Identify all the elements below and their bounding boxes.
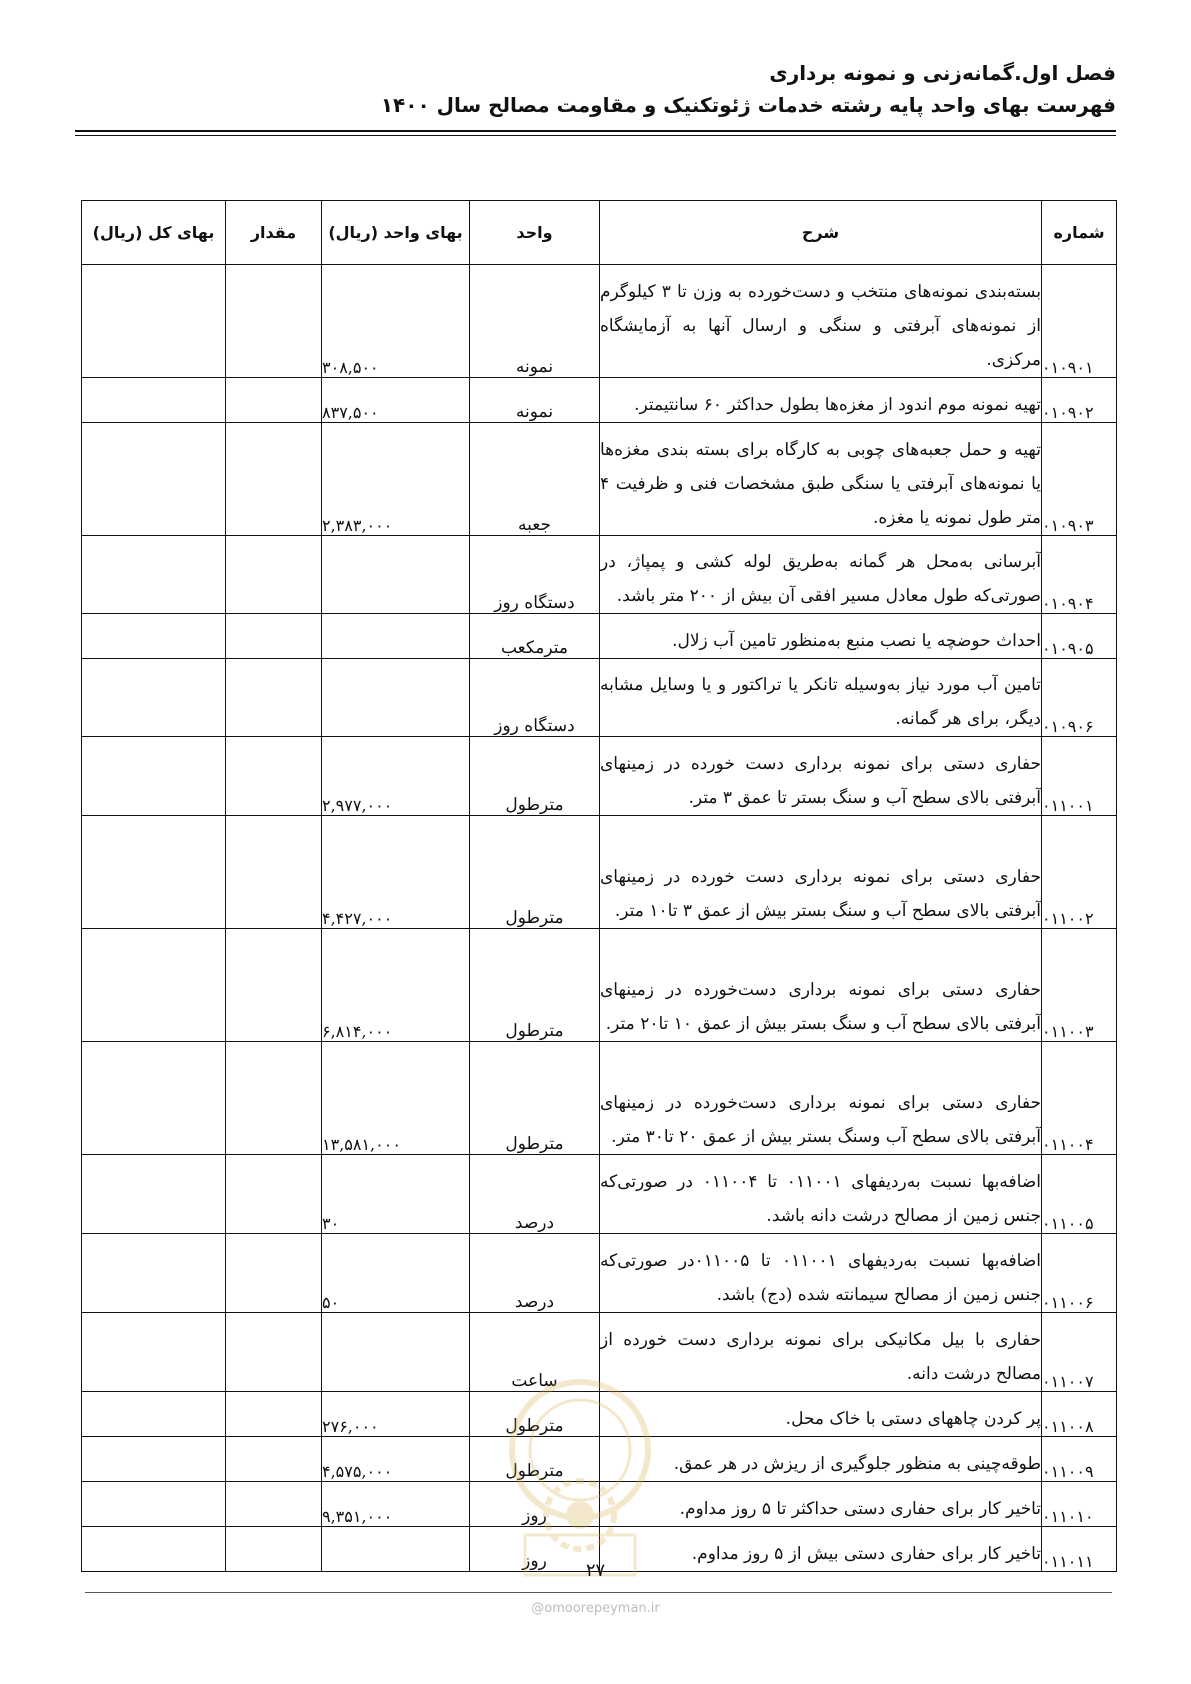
row-total <box>82 659 226 737</box>
row-code: ۰۱۱۰۰۳ <box>1042 929 1117 1042</box>
row-unit: دستگاه روز <box>470 659 600 737</box>
row-unit-price: ۴,۴۲۷,۰۰۰ <box>322 816 470 929</box>
row-quantity <box>226 1313 322 1392</box>
table-row <box>82 536 1117 614</box>
row-code: ۰۱۱۰۰۵ <box>1042 1155 1117 1234</box>
row-unit-price: ۸۳۷,۵۰۰ <box>322 378 470 423</box>
row-total <box>82 1392 226 1437</box>
row-quantity <box>226 659 322 737</box>
row-unit: مترطول <box>470 929 600 1042</box>
row-description: پر کردن چاههای دستی با خاک محل. <box>600 1392 1042 1437</box>
row-code: ۰۱۱۰۰۸ <box>1042 1392 1117 1437</box>
table-row <box>82 737 1117 816</box>
row-quantity <box>226 536 322 614</box>
row-total <box>82 737 226 816</box>
row-total <box>82 1042 226 1155</box>
row-unit-price: ۳۰۸,۵۰۰ <box>322 265 470 378</box>
row-total <box>82 929 226 1042</box>
row-code: ۰۱۱۰۰۱ <box>1042 737 1117 816</box>
header-rule-top <box>75 130 1116 132</box>
row-unit: مترطول <box>470 816 600 929</box>
row-quantity <box>226 614 322 659</box>
col-header-quantity: مقدار <box>226 201 322 265</box>
row-description: حفاری دستی برای نمونه برداری دست‌خورده در زمینهای آبرفتی بالای سطح آب وسنگ بستر بیش از عمق ۲۰ تا۳۰ متر. <box>600 1042 1042 1155</box>
row-unit: روز <box>470 1482 600 1527</box>
row-quantity <box>226 737 322 816</box>
row-total <box>82 265 226 378</box>
row-unit-price <box>322 1313 470 1392</box>
row-description: طوقه‌چینی به منظور جلوگیری از ریزش در هر عمق. <box>600 1437 1042 1482</box>
row-description: حفاری دستی برای نمونه برداری دست‌خورده در زمینهای آبرفتی بالای سطح آب و سنگ بستر بیش از عمق ۱۰ تا۲۰ متر. <box>600 929 1042 1042</box>
row-quantity <box>226 1392 322 1437</box>
row-code: ۰۱۱۰۰۶ <box>1042 1234 1117 1313</box>
footer-rule <box>85 1592 1112 1593</box>
row-total <box>82 378 226 423</box>
row-unit: نمونه <box>470 265 600 378</box>
row-unit: نمونه <box>470 378 600 423</box>
row-unit: جعبه <box>470 423 600 536</box>
col-header-code: شماره <box>1042 201 1117 265</box>
row-unit: دستگاه روز <box>470 536 600 614</box>
row-unit: ساعت <box>470 1313 600 1392</box>
row-unit-price: ۴,۵۷۵,۰۰۰ <box>322 1437 470 1482</box>
row-unit-price: ۳۰ <box>322 1155 470 1234</box>
row-total <box>82 614 226 659</box>
row-description: تامین آب مورد نیاز به‌وسیله تانکر یا تراکتور و یا وسایل مشابه دیگر، برای هر گمانه. <box>600 659 1042 737</box>
row-description: تاخیر کار برای حفاری دستی بیش از ۵ روز مداوم. <box>600 1527 1042 1572</box>
row-code: ۰۱۱۰۰۴ <box>1042 1042 1117 1155</box>
header-rule-bottom <box>75 135 1116 136</box>
row-code: ۰۱۰۹۰۶ <box>1042 659 1117 737</box>
row-unit-price: ۹,۳۵۱,۰۰۰ <box>322 1482 470 1527</box>
row-total <box>82 1155 226 1234</box>
row-description: احداث حوضچه یا نصب منبع به‌منظور تامین آب زلال. <box>600 614 1042 659</box>
row-unit-price: ۲,۳۸۳,۰۰۰ <box>322 423 470 536</box>
row-total <box>82 1234 226 1313</box>
row-quantity <box>226 423 322 536</box>
row-quantity <box>226 816 322 929</box>
row-total <box>82 1437 226 1482</box>
row-quantity <box>226 1042 322 1155</box>
row-description: تاخیر کار برای حفاری دستی حداکثر تا ۵ روز مداوم. <box>600 1482 1042 1527</box>
row-description: اضافه‌بها نسبت به‌ردیفهای ۰۱۱۰۰۱ تا ۰۱۱۰۰۵در صورتی‌که جنس زمین از مصالح سیمانته شده (دج) باشد. <box>600 1234 1042 1313</box>
table-row <box>82 265 1117 378</box>
row-code: ۰۱۰۹۰۳ <box>1042 423 1117 536</box>
watermark-url: @omoorepeyman.ir <box>531 1601 660 1616</box>
row-unit: مترطول <box>470 1437 600 1482</box>
row-unit: مترطول <box>470 737 600 816</box>
row-unit-price: ۲,۹۷۷,۰۰۰ <box>322 737 470 816</box>
page-number: ۲۷ <box>585 1560 606 1581</box>
row-code: ۰۱۰۹۰۲ <box>1042 378 1117 423</box>
row-unit-price: ۲۷۶,۰۰۰ <box>322 1392 470 1437</box>
row-total <box>82 816 226 929</box>
row-quantity <box>226 378 322 423</box>
row-code: ۰۱۰۹۰۴ <box>1042 536 1117 614</box>
row-description: آبرسانی به‌محل هر گمانه به‌طریق لوله کشی و پمپاژ، در صورتی‌که طول معادل مسیر افقی آن بیش از ۲۰۰ متر باشد. <box>600 536 1042 614</box>
row-unit: مترطول <box>470 1042 600 1155</box>
row-quantity <box>226 265 322 378</box>
row-unit: روز <box>470 1527 600 1572</box>
row-description: حفاری دستی برای نمونه برداری دست خورده در زمینهای آبرفتی بالای سطح آب و سنگ بستر تا عمق ۳ متر. <box>600 737 1042 816</box>
table-row <box>82 1155 1117 1234</box>
row-quantity <box>226 1155 322 1234</box>
row-quantity <box>226 929 322 1042</box>
row-unit: درصد <box>470 1234 600 1313</box>
watermark-logo-icon <box>505 1375 655 1585</box>
table-row <box>82 614 1117 659</box>
chapter-title: فصل اول.گمانه‌زنی و نمونه برداری <box>769 61 1116 85</box>
row-total <box>82 536 226 614</box>
row-quantity <box>226 1482 322 1527</box>
row-unit-price <box>322 536 470 614</box>
row-description: حفاری دستی برای نمونه برداری دست خورده در زمینهای آبرفتی بالای سطح آب و سنگ بستر بیش از عمق ۳ تا۱۰ متر. <box>600 816 1042 929</box>
row-code: ۰۱۱۰۰۷ <box>1042 1313 1117 1392</box>
row-unit-price <box>322 659 470 737</box>
row-quantity <box>226 1234 322 1313</box>
row-description: تهیه و حمل جعبه‌های چوبی به کارگاه برای بسته بندی مغزه‌ها یا نمونه‌های آبرفتی یا سنگی طبق مشخصات فنی و ظرفیت ۴ متر طول نمونه یا مغزه. <box>600 423 1042 536</box>
row-unit-price <box>322 614 470 659</box>
table-row <box>82 1234 1117 1313</box>
row-unit: درصد <box>470 1155 600 1234</box>
row-unit-price: ۶,۸۱۴,۰۰۰ <box>322 929 470 1042</box>
row-code: ۰۱۱۰۱۰ <box>1042 1482 1117 1527</box>
row-code: ۰۱۱۰۰۲ <box>1042 816 1117 929</box>
col-header-unit-price: بهای واحد (ریال) <box>322 201 470 265</box>
table-row <box>82 929 1117 1042</box>
row-total <box>82 1313 226 1392</box>
document-title: فهرست بهای واحد پایه رشته خدمات ژئوتکنیک و مقاومت مصالح سال ۱۴۰۰ <box>380 93 1116 117</box>
row-unit-price: ۱۳,۵۸۱,۰۰۰ <box>322 1042 470 1155</box>
row-quantity <box>226 1437 322 1482</box>
table-header-row <box>82 201 1117 265</box>
row-description: اضافه‌بها نسبت به‌ردیفهای ۰۱۱۰۰۱ تا ۰۱۱۰۰۴ در صورتی‌که جنس زمین از مصالح درشت دانه باشد. <box>600 1155 1042 1234</box>
table-row <box>82 816 1117 929</box>
col-header-unit: واحد <box>470 201 600 265</box>
table-row <box>82 423 1117 536</box>
row-code: ۰۱۱۰۰۹ <box>1042 1437 1117 1482</box>
row-code: ۰۱۰۹۰۵ <box>1042 614 1117 659</box>
row-unit: مترمکعب <box>470 614 600 659</box>
table-row <box>82 659 1117 737</box>
table-row <box>82 1042 1117 1155</box>
row-description: تهیه نمونه موم اندود از مغزه‌ها بطول حداکثر ۶۰ سانتیمتر. <box>600 378 1042 423</box>
row-description: بسته‌بندی نمونه‌های منتخب و دست‌خورده به وزن تا ۳ کیلوگرم از نمونه‌های آبرفتی و سنگی و ارسال آنها به آزمایشگاه مرکزی. <box>600 265 1042 378</box>
row-description: حفاری با بیل مکانیکی برای نمونه برداری دست خورده از مصالح درشت دانه. <box>600 1313 1042 1392</box>
row-unit: مترطول <box>470 1392 600 1437</box>
col-header-total: بهای کل (ریال) <box>82 201 226 265</box>
row-total <box>82 423 226 536</box>
row-code: ۰۱۱۰۱۱ <box>1042 1527 1117 1572</box>
col-header-description: شرح <box>600 201 1042 265</box>
row-total <box>82 1482 226 1527</box>
page-header <box>75 58 1116 120</box>
row-code: ۰۱۰۹۰۱ <box>1042 265 1117 378</box>
price-table <box>81 200 1117 1572</box>
table-row <box>82 378 1117 423</box>
row-unit-price: ۵۰ <box>322 1234 470 1313</box>
